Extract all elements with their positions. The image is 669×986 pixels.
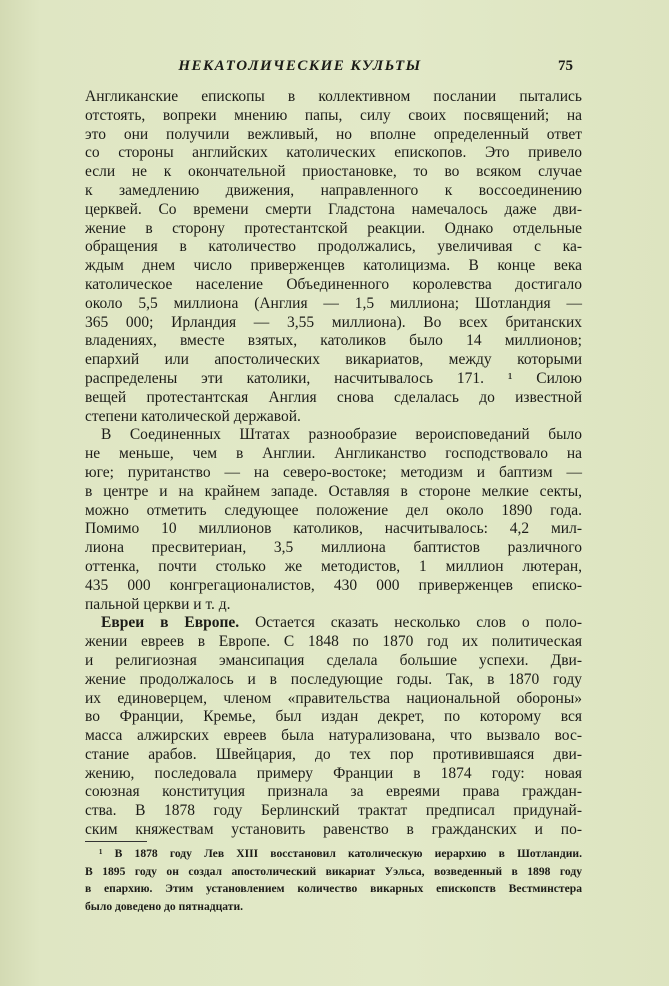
text-line-text: обращения в католичество продолжались, увеличивая с ка-: [85, 238, 582, 256]
text-line: [85, 783, 582, 802]
section-heading: Евреи в Европе.: [101, 614, 240, 632]
text-line: [85, 276, 582, 295]
text-line: [85, 107, 582, 126]
text-line-text: В Соединенных Штатах разнообразие вероисповеданий было: [101, 426, 582, 444]
text-line: [85, 746, 582, 765]
text-line-text: около 5,5 миллиона (Англия — 1,5 миллиона; Шотландия —: [85, 294, 582, 312]
footnote-line: [85, 898, 582, 916]
text-line-text: масса алжирских евреев была натурализована, что вызвало вос-: [85, 727, 582, 745]
text-line: [85, 88, 582, 107]
text-line: [85, 464, 582, 483]
text-line-text: католическое население Объединенного королевства достигало: [85, 275, 582, 293]
text-line-text: к замедлению движения, направленного к воссоединению: [85, 181, 582, 199]
text-line: [85, 690, 582, 709]
footnotes: [85, 845, 582, 915]
text-line: [85, 163, 582, 182]
text-line: [85, 220, 582, 239]
text-line: [85, 727, 582, 746]
text-line-text: ским княжествам установить равенство в гражданских и по-: [85, 821, 582, 839]
text-line: [85, 539, 582, 558]
text-line-text: Помимо 10 миллионов католиков, насчитывалось: 4,2 мил-: [85, 520, 582, 538]
text-line-text: 435 000 конгрегационалистов, 430 000 приверженцев еписко-: [85, 576, 582, 594]
text-line: [85, 144, 582, 163]
footnote-line: [85, 863, 582, 881]
text-line: [85, 389, 582, 408]
text-line: [85, 708, 582, 727]
text-line: [85, 558, 582, 577]
text-line: [85, 370, 582, 389]
text-line-text: жении евреев в Европе. С 1848 по 1870 год их политическая: [85, 633, 582, 651]
text-line: [85, 652, 582, 671]
text-line: [85, 314, 582, 333]
text-line: [85, 614, 582, 633]
text-line: [85, 257, 582, 276]
text-line: [85, 408, 582, 427]
text-line: [85, 520, 582, 539]
text-line: [85, 182, 582, 201]
text-line: [85, 577, 582, 596]
text-line: [85, 483, 582, 502]
text-line-text: Англиканские епископы в коллективном послании пытались: [85, 88, 582, 105]
text-line-text: юге; пуританство — на северо-востоке; методизм и баптизм —: [85, 463, 582, 481]
text-line: [85, 295, 582, 314]
text-line-text: лиона пресвитериан, 3,5 миллиона баптистов различного: [85, 539, 582, 557]
text-line-text: 365 000; Ирландия — 3,55 миллиона). Во всех британских: [85, 313, 582, 331]
text-line: [85, 201, 582, 220]
footnote-divider: [85, 841, 147, 842]
text-line-text: степени католической державой.: [85, 407, 301, 425]
text-line-text: жение продолжалось и в последующие годы. Так, в 1870 году: [85, 670, 582, 688]
text-line-text: союзная конституция признала за евреями права граждан-: [85, 783, 582, 801]
text-line: [85, 238, 582, 257]
text-line-text: их единоверцем, членом «правительства национальной обороны»: [85, 689, 582, 707]
footnote-line-text: в епархию. Этим установлением количество викарных епископств Вестминстера: [85, 882, 582, 895]
text-line: [85, 502, 582, 521]
text-line-text: со стороны английских католических епископов. Это привело: [85, 144, 582, 162]
text-line-text: вещей протестантская Англия снова сделалась до известной: [85, 388, 582, 406]
text-line-text: оттенка, почти столько же методистов, 1 миллион лютеран,: [85, 557, 582, 575]
text-line: [85, 351, 582, 370]
running-header: НЕКАТОЛИЧЕСКИЕ КУЛЬТЫ: [178, 58, 422, 74]
footnote-line: [85, 880, 582, 898]
text-line-text: стание арабов. Швейцария, до тех пор противившаяся дви-: [85, 745, 582, 763]
text-line-text: отстоять, вопреки мнению папы, силу своих посвящений; на: [85, 106, 582, 124]
footnote-line-text: В 1895 году он создал апостолический викариат Уэльса, возведенный в 1898 году: [85, 864, 582, 878]
text-line: [85, 765, 582, 784]
text-line-text: ства. В 1878 году Берлинский трактат предписал придунай-: [85, 802, 582, 820]
text-line-text: во Франции, Кремье, был издан декрет, по которому вся: [85, 708, 582, 726]
text-line-text: владениях, вместе взятых, католиков было 14 миллионов;: [85, 332, 582, 350]
text-line: [85, 821, 582, 840]
text-line-text: Остается сказать несколько слов о поло-: [239, 614, 582, 632]
footnote-line-text: было доведено до пятнадцати.: [85, 899, 244, 913]
text-line-text: жение в сторону протестантской реакции. Однако отдельные: [85, 219, 582, 237]
footnote-line-text: ¹ В 1878 году Лев XIII восстановил католическую иерархию в Шотландии.: [99, 847, 582, 860]
text-line: [85, 426, 582, 445]
text-line-text: в центре и на крайнем западе. Оставляя в стороне мелкие секты,: [85, 482, 582, 500]
text-line-text: и религиозная эмансипация сделала большие успехи. Дви-: [85, 651, 582, 669]
text-line-text: распределены эти католики, насчитывалось 171. ¹ Силою: [85, 369, 582, 387]
text-line: [85, 671, 582, 690]
text-line: [85, 802, 582, 821]
text-line: [85, 445, 582, 464]
text-line: [85, 126, 582, 145]
page-number: 75: [558, 58, 573, 74]
text-line-text: это они получили вежливый, но вполне определенный ответ: [85, 125, 582, 143]
footnote-line: [85, 845, 582, 863]
text-line: [85, 596, 582, 615]
text-line-text: пальной церкви и т. д.: [85, 595, 231, 613]
text-line-text: если не к окончательной приостановке, то во всяком случае: [85, 163, 582, 181]
text-line-text: можно отметить следующее положение дел около 1890 года.: [85, 501, 582, 519]
text-line-text: церквей. Со времени смерти Гладстона намечалось даже дви-: [85, 200, 582, 218]
text-line-text: жению, последовала примеру Франции в 1874 году: новая: [85, 764, 582, 782]
body-text: [85, 88, 582, 840]
text-line: [85, 332, 582, 351]
text-line-text: ждым днем число приверженцев католицизма. В конце века: [85, 257, 582, 275]
text-line-text: епархий или апостолических викариатов, между которыми: [85, 351, 582, 369]
text-line-text: не меньше, чем в Англии. Англиканство господствовало на: [85, 445, 582, 463]
text-line: [85, 633, 582, 652]
